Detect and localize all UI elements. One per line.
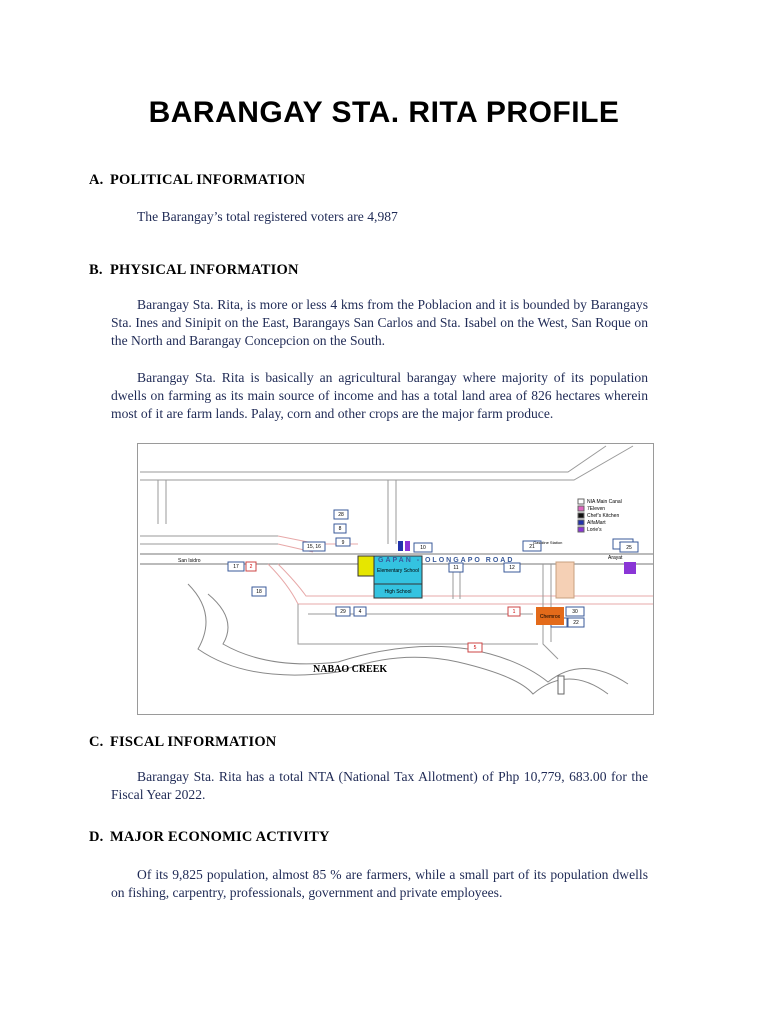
section-b-paragraph-2: Barangay Sta. Rita is basically an agricultural barangay where majority of its population dwells on farming as its main source of income and has a total land area of 826 hectares wherein most of it are farm lands. Palay, corn and other crops are the major farm produce. — [111, 370, 648, 421]
section-c-letter: C. — [89, 734, 104, 750]
map-elementary-school-label: Elementary School — [377, 568, 419, 574]
map-legend-swatch — [578, 520, 584, 525]
section-a-heading — [89, 172, 305, 189]
section-c-title: FISCAL INFORMATION — [110, 734, 277, 750]
map-legend-item: NIA Main Canal — [587, 499, 622, 505]
map-lot-label: 12 — [509, 565, 515, 571]
section-d-title: MAJOR ECONOMIC ACTIVITY — [110, 829, 330, 845]
map-legend-swatch — [578, 506, 584, 511]
section-b-heading — [89, 262, 299, 279]
section-b-paragraph-1: Barangay Sta. Rita, is more or less 4 kms from the Poblacion and it is bounded by Barangays Sta. Ines and Sinipit on the East, Barangays San Carlos and Sta. Isabel on the West, San Roque on the North and Barangay Concepcion on the South. — [111, 297, 648, 348]
map-lot-label: 18 — [256, 589, 262, 595]
map-legend-swatch — [578, 513, 584, 518]
map-lot-label: 30 — [572, 609, 578, 615]
map-lories-marker — [405, 541, 410, 551]
section-a-letter: A. — [89, 172, 104, 188]
section-a-paragraph: The Barangay’s total registered voters are 4,987 — [137, 209, 398, 224]
section-c-heading — [89, 734, 276, 751]
map-lot-label: 5 — [473, 645, 477, 651]
map-west-label: San Isidro — [178, 558, 201, 564]
section-b-title: PHYSICAL INFORMATION — [110, 262, 299, 278]
map-high-school-label: High School — [384, 589, 412, 595]
map-legend-item: AlfaMart — [587, 520, 606, 526]
section-d-heading — [89, 829, 330, 846]
map-lot-label: 11 — [453, 565, 459, 571]
section-c-paragraph: Barangay Sta. Rita has a total NTA (National Tax Allotment) of Php 10,779, 683.00 for the Fiscal Year 2022. — [111, 769, 648, 802]
map-legend-item: Lorie’s — [587, 527, 602, 533]
map-lot-label: 22 — [573, 620, 579, 626]
map-lot-label: 2 — [249, 564, 253, 570]
map-legend-item: 7Eleven — [587, 506, 606, 512]
page-title: BARANGAY STA. RITA PROFILE — [148, 96, 620, 129]
map-purple-marker — [624, 562, 636, 574]
map-peach-area — [556, 562, 574, 598]
map-lot-label: 8 — [338, 526, 342, 532]
map-lot-label: 9 — [341, 540, 345, 546]
section-b-letter: B. — [89, 262, 103, 278]
map-alfamart-marker — [398, 541, 403, 551]
map-legend — [578, 499, 622, 533]
map-yellow-landmark — [358, 556, 374, 576]
map-small-building — [558, 676, 564, 694]
map-lot-label: 1 — [512, 609, 516, 615]
map-lot-label: 29 — [340, 609, 346, 615]
barangay-map — [137, 443, 654, 715]
map-legend-item: Chef’s Kitchen — [587, 513, 620, 519]
map-gasoline-label: Gasoline Station — [533, 540, 563, 545]
map-lot-label: 28 — [338, 512, 344, 518]
map-chemrox-label: Chemrox — [539, 614, 561, 620]
section-d-letter: D. — [89, 829, 104, 845]
map-road-label: GAPAN - OLONGAPO ROAD — [378, 557, 515, 564]
map-lot-label: 4 — [358, 609, 362, 615]
map-legend-swatch — [578, 499, 584, 504]
map-lot-label: 15, 16 — [307, 544, 321, 550]
map-lot-label: 21 — [529, 544, 535, 550]
map-lot-label: 10 — [420, 545, 426, 551]
section-d-paragraph: Of its 9,825 population, almost 85 % are farmers, while a small part of its population dwells on fishing, carpentry, professionals, government and private employees. — [111, 867, 648, 900]
map-creek-label: NABAO CREEK — [313, 664, 388, 675]
map-lot-label: 25 — [626, 545, 632, 551]
map-east-label: Arayat — [608, 555, 623, 561]
map-lot-label: 17 — [233, 564, 239, 570]
section-a-title: POLITICAL INFORMATION — [110, 172, 306, 188]
map-legend-swatch — [578, 527, 584, 532]
